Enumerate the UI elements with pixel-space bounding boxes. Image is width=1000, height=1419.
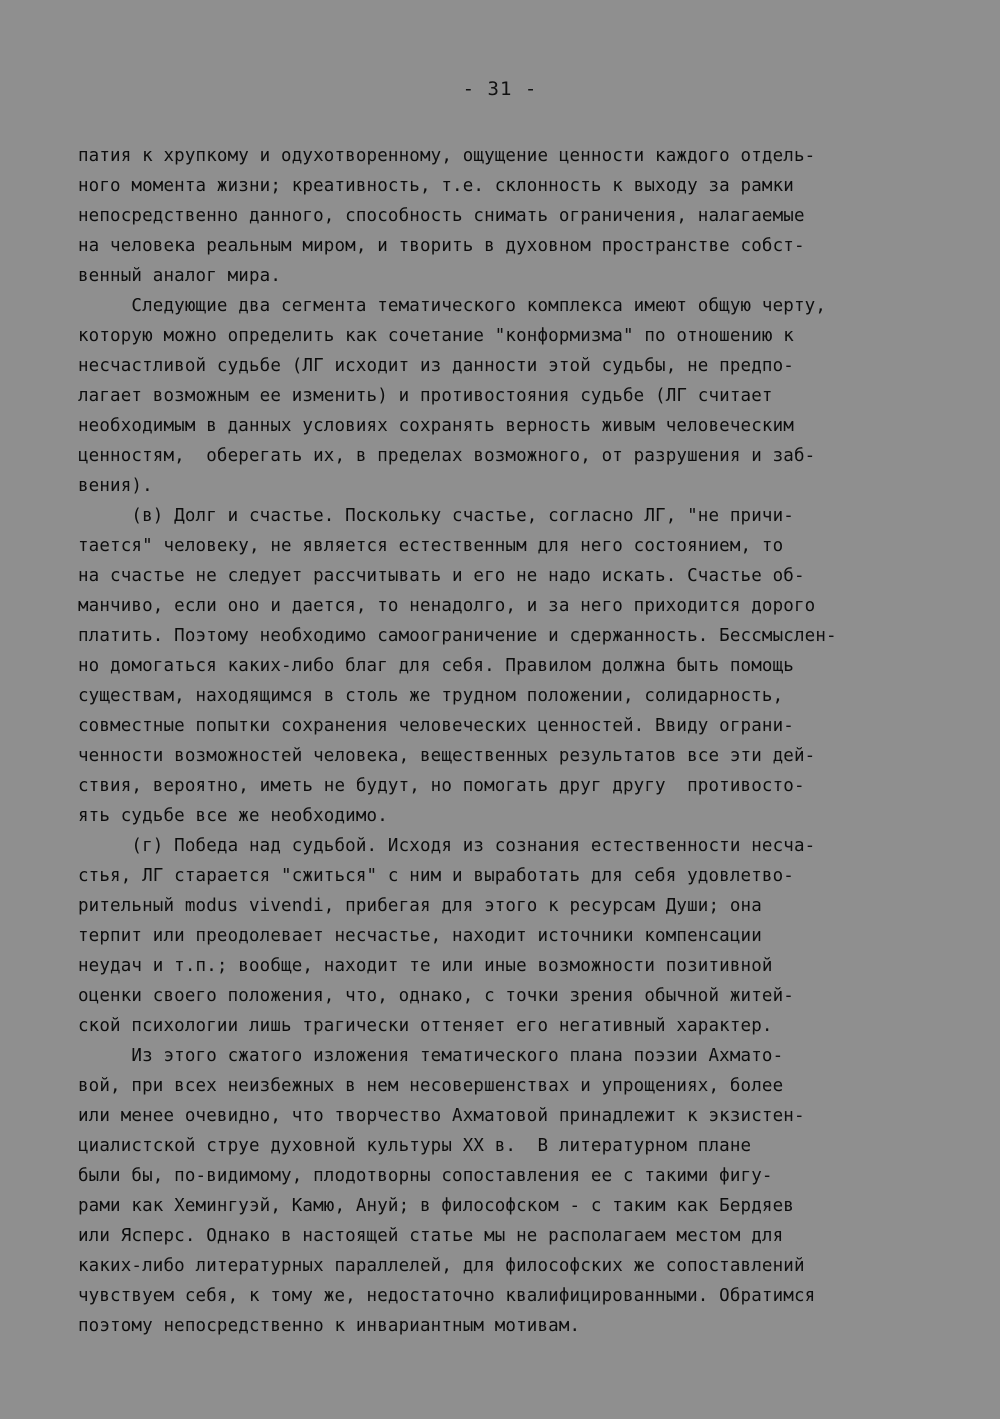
text-line: рами как Хемингуэй, Камю, Ануй; в философском - с таким как Бердяев <box>78 1196 794 1216</box>
text-line: терпит или преодолевает несчастье, находит источники компенсации <box>78 926 762 946</box>
text-line: поэтому непосредственно к инвариантным мотивам. <box>78 1316 581 1336</box>
text-line: венный аналог мира. <box>78 266 282 286</box>
text-line: но домогаться каких-либо благ для себя. Правилом должна быть помощь <box>78 656 794 676</box>
text-line: патия к хрупкому и одухотворенному, ощущение ценности каждого отдель- <box>78 146 816 166</box>
text-line: каких-либо литературных параллелей, для философских же сопоставлений <box>78 1256 805 1276</box>
body-text <box>78 141 958 1341</box>
text-line: стья, ЛГ старается "сжиться" с ним и выработать для себя удовлетво- <box>78 866 794 886</box>
text-line: или менее очевидно, что творчество Ахматовой принадлежит к экзистен- <box>78 1106 805 1126</box>
text-line: ской психологии лишь трагически оттеняет его негативный характер. <box>78 1016 773 1036</box>
text-line: манчиво, если оно и дается, то ненадолго, и за него приходится дорого <box>78 596 816 616</box>
text-line: вения). <box>78 476 153 496</box>
text-line: Следующие два сегмента тематического комплекса имеют общую черту, <box>78 296 827 316</box>
text-line: вой, при всех неизбежных в нем несовершенствах и упрощениях, более <box>78 1076 784 1096</box>
text-line: неудач и т.п.; вообще, находит те или иные возможности позитивной <box>78 956 773 976</box>
text-line: ценностям, оберегать их, в пределах возможного, от разрушения и заб- <box>78 446 816 466</box>
text-line: ять судьбе все же необходимо. <box>78 806 388 826</box>
text-line: на счастье не следует рассчитывать и его не надо искать. Счастье об- <box>78 566 805 586</box>
text-line: циалистской струе духовной культуры XX в. В литературном плане <box>78 1136 752 1156</box>
text-line: ного момента жизни; креативность, т.е. склонность к выходу за рамки <box>78 176 794 196</box>
text-line: существам, находящимся в столь же трудном положении, солидарность, <box>78 686 784 706</box>
page-number: - 31 - <box>462 78 538 100</box>
text-line: были бы, по-видимому, плодотворны сопоставления ее с такими фигу- <box>78 1166 773 1186</box>
text-line: ствия, вероятно, иметь не будут, но помогать друг другу противосто- <box>78 776 805 796</box>
text-line: непосредственно данного, способность снимать ограничения, налагаемые <box>78 206 805 226</box>
text-line: (г) Победа над судьбой. Исходя из сознания естественности несча- <box>78 836 816 856</box>
text-line: или Ясперс. Однако в настоящей статье мы не располагаем местом для <box>78 1226 784 1246</box>
text-line: чувствуем себя, к тому же, недостаточно квалифицированными. Обратимся <box>78 1286 816 1306</box>
text-line: Из этого сжатого изложения тематического плана поэзии Ахмато- <box>78 1046 784 1066</box>
text-line: тается" человеку, не является естественным для него состоянием, то <box>78 536 784 556</box>
text-line: оценки своего положения, что, однако, с точки зрения обычной житей- <box>78 986 794 1006</box>
text-line: рительный modus vivendi, прибегая для этого к ресурсам Души; она <box>78 896 762 916</box>
text-line: (в) Долг и счастье. Поскольку счастье, согласно ЛГ, "не причи- <box>78 506 794 526</box>
text-line: которую можно определить как сочетание "конформизма" по отношению к <box>78 326 794 346</box>
text-line: совместные попытки сохранения человеческих ценностей. Ввиду ограни- <box>78 716 794 736</box>
text-line: на человека реальным миром, и творить в духовном пространстве собст- <box>78 236 805 256</box>
text-line: ченности возможностей человека, вещественных результатов все эти дей- <box>78 746 816 766</box>
text-line: лагает возможным ее изменить) и противостояния судьбе (ЛГ считает <box>78 386 773 406</box>
text-line: несчастливой судьбе (ЛГ исходит из данности этой судьбы, не предпо- <box>78 356 794 376</box>
text-line: платить. Поэтому необходимо самоограничение и сдержанность. Бессмыслен- <box>78 626 837 646</box>
text-line: необходимым в данных условиях сохранять верность живым человеческим <box>78 416 794 436</box>
